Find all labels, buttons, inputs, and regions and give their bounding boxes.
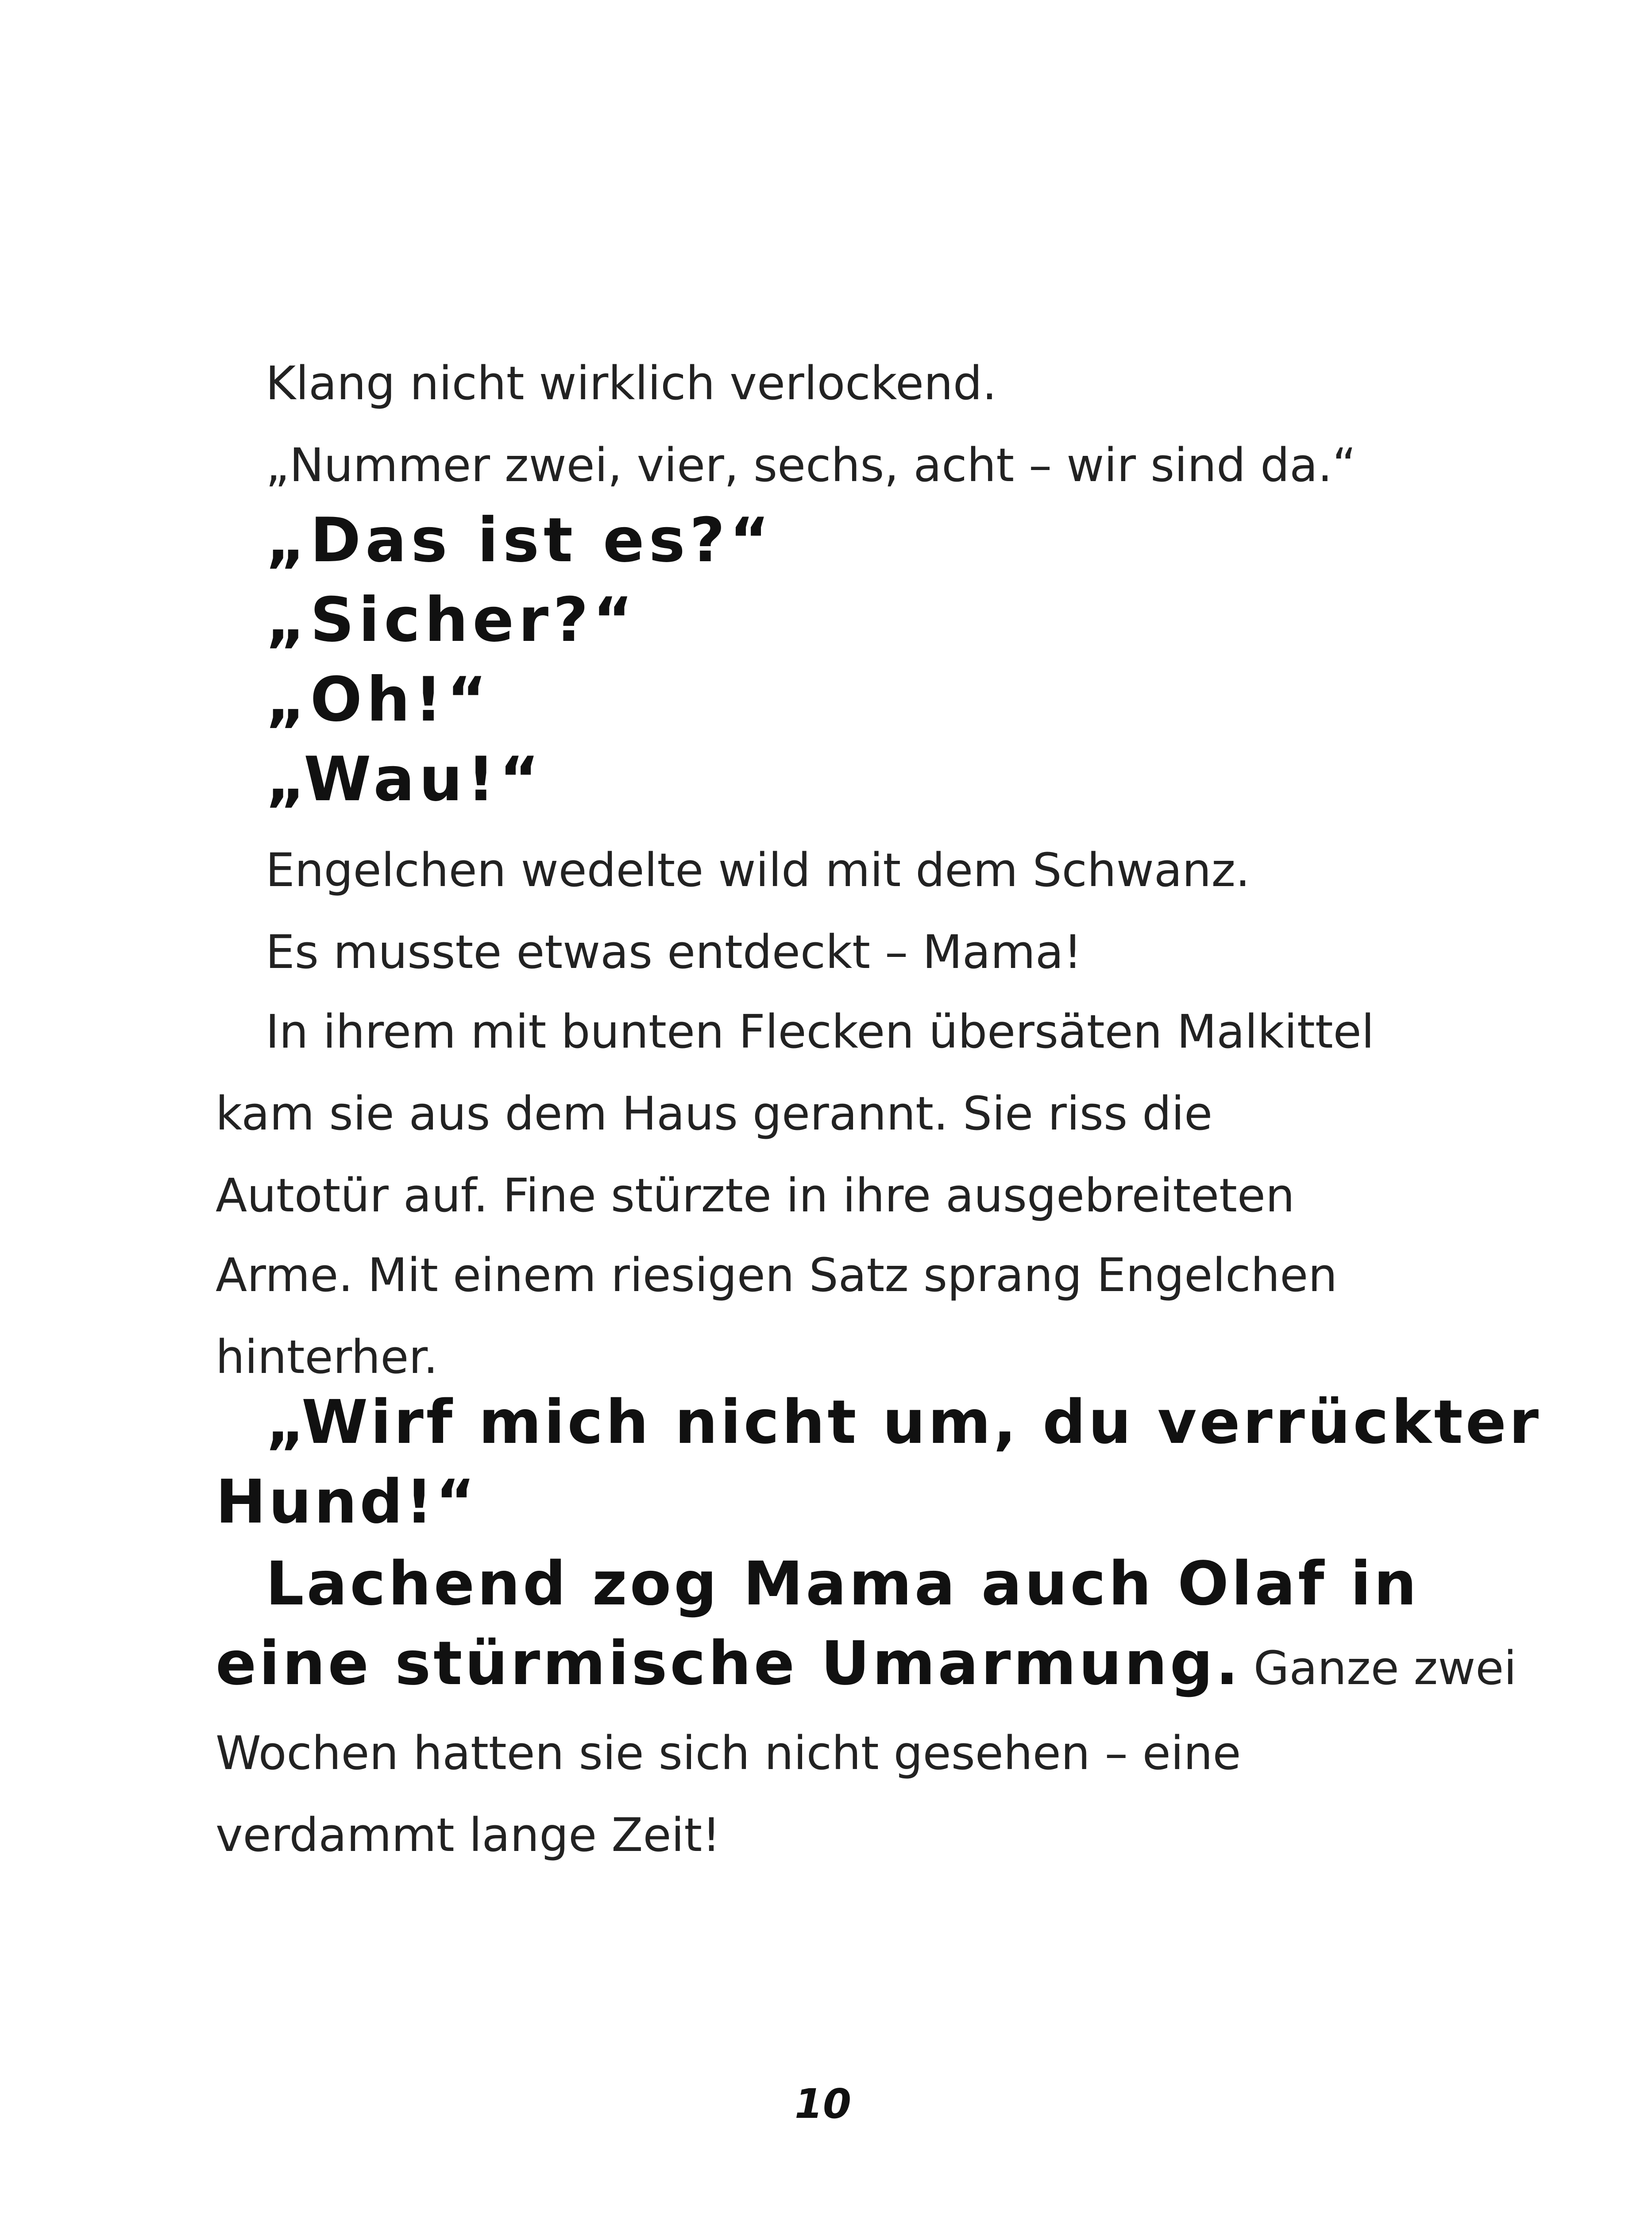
mixed-line	[216, 1629, 1517, 1699]
text-line: In ihrem mit bunten Flecken übersäten Malkittel	[266, 1005, 1374, 1059]
shout-line: „Das ist es?“	[266, 505, 774, 576]
text-line: „Nummer zwei, vier, sechs, acht – wir sind da.“	[266, 438, 1356, 492]
shout-line: Lachend zog Mama auch Olaf in	[266, 1549, 1420, 1619]
text-line: Autotür auf. Fine stürzte in ihre ausgebreiteten	[216, 1168, 1295, 1222]
shout-line: Hund!“	[216, 1467, 478, 1537]
shout-line: „Sicher?“	[266, 584, 637, 655]
shout-line: „Oh!“	[266, 664, 491, 735]
text-line: hinterher.	[216, 1330, 438, 1384]
page-number: 10	[795, 2080, 852, 2128]
shout-line: „Wirf mich nicht um, du verrückter	[266, 1388, 1541, 1457]
text-line: verdammt lange Zeit!	[216, 1808, 721, 1862]
shout-fragment: eine stürmische Umarmung.	[216, 1629, 1241, 1699]
text-line: Arme. Mit einem riesigen Satz sprang Engelchen	[216, 1248, 1338, 1302]
shout-line: „Wau!“	[266, 744, 544, 815]
text-line: Es musste etwas entdeckt – Mama!	[266, 925, 1082, 979]
text-fragment: Ganze zwei	[1253, 1641, 1517, 1695]
text-line: Klang nicht wirklich verlockend.	[266, 356, 997, 410]
text-line: kam sie aus dem Haus gerannt. Sie riss die	[216, 1087, 1213, 1141]
text-line: Engelchen wedelte wild mit dem Schwanz.	[266, 843, 1251, 897]
text-line: Wochen hatten sie sich nicht gesehen – eine	[216, 1726, 1241, 1780]
